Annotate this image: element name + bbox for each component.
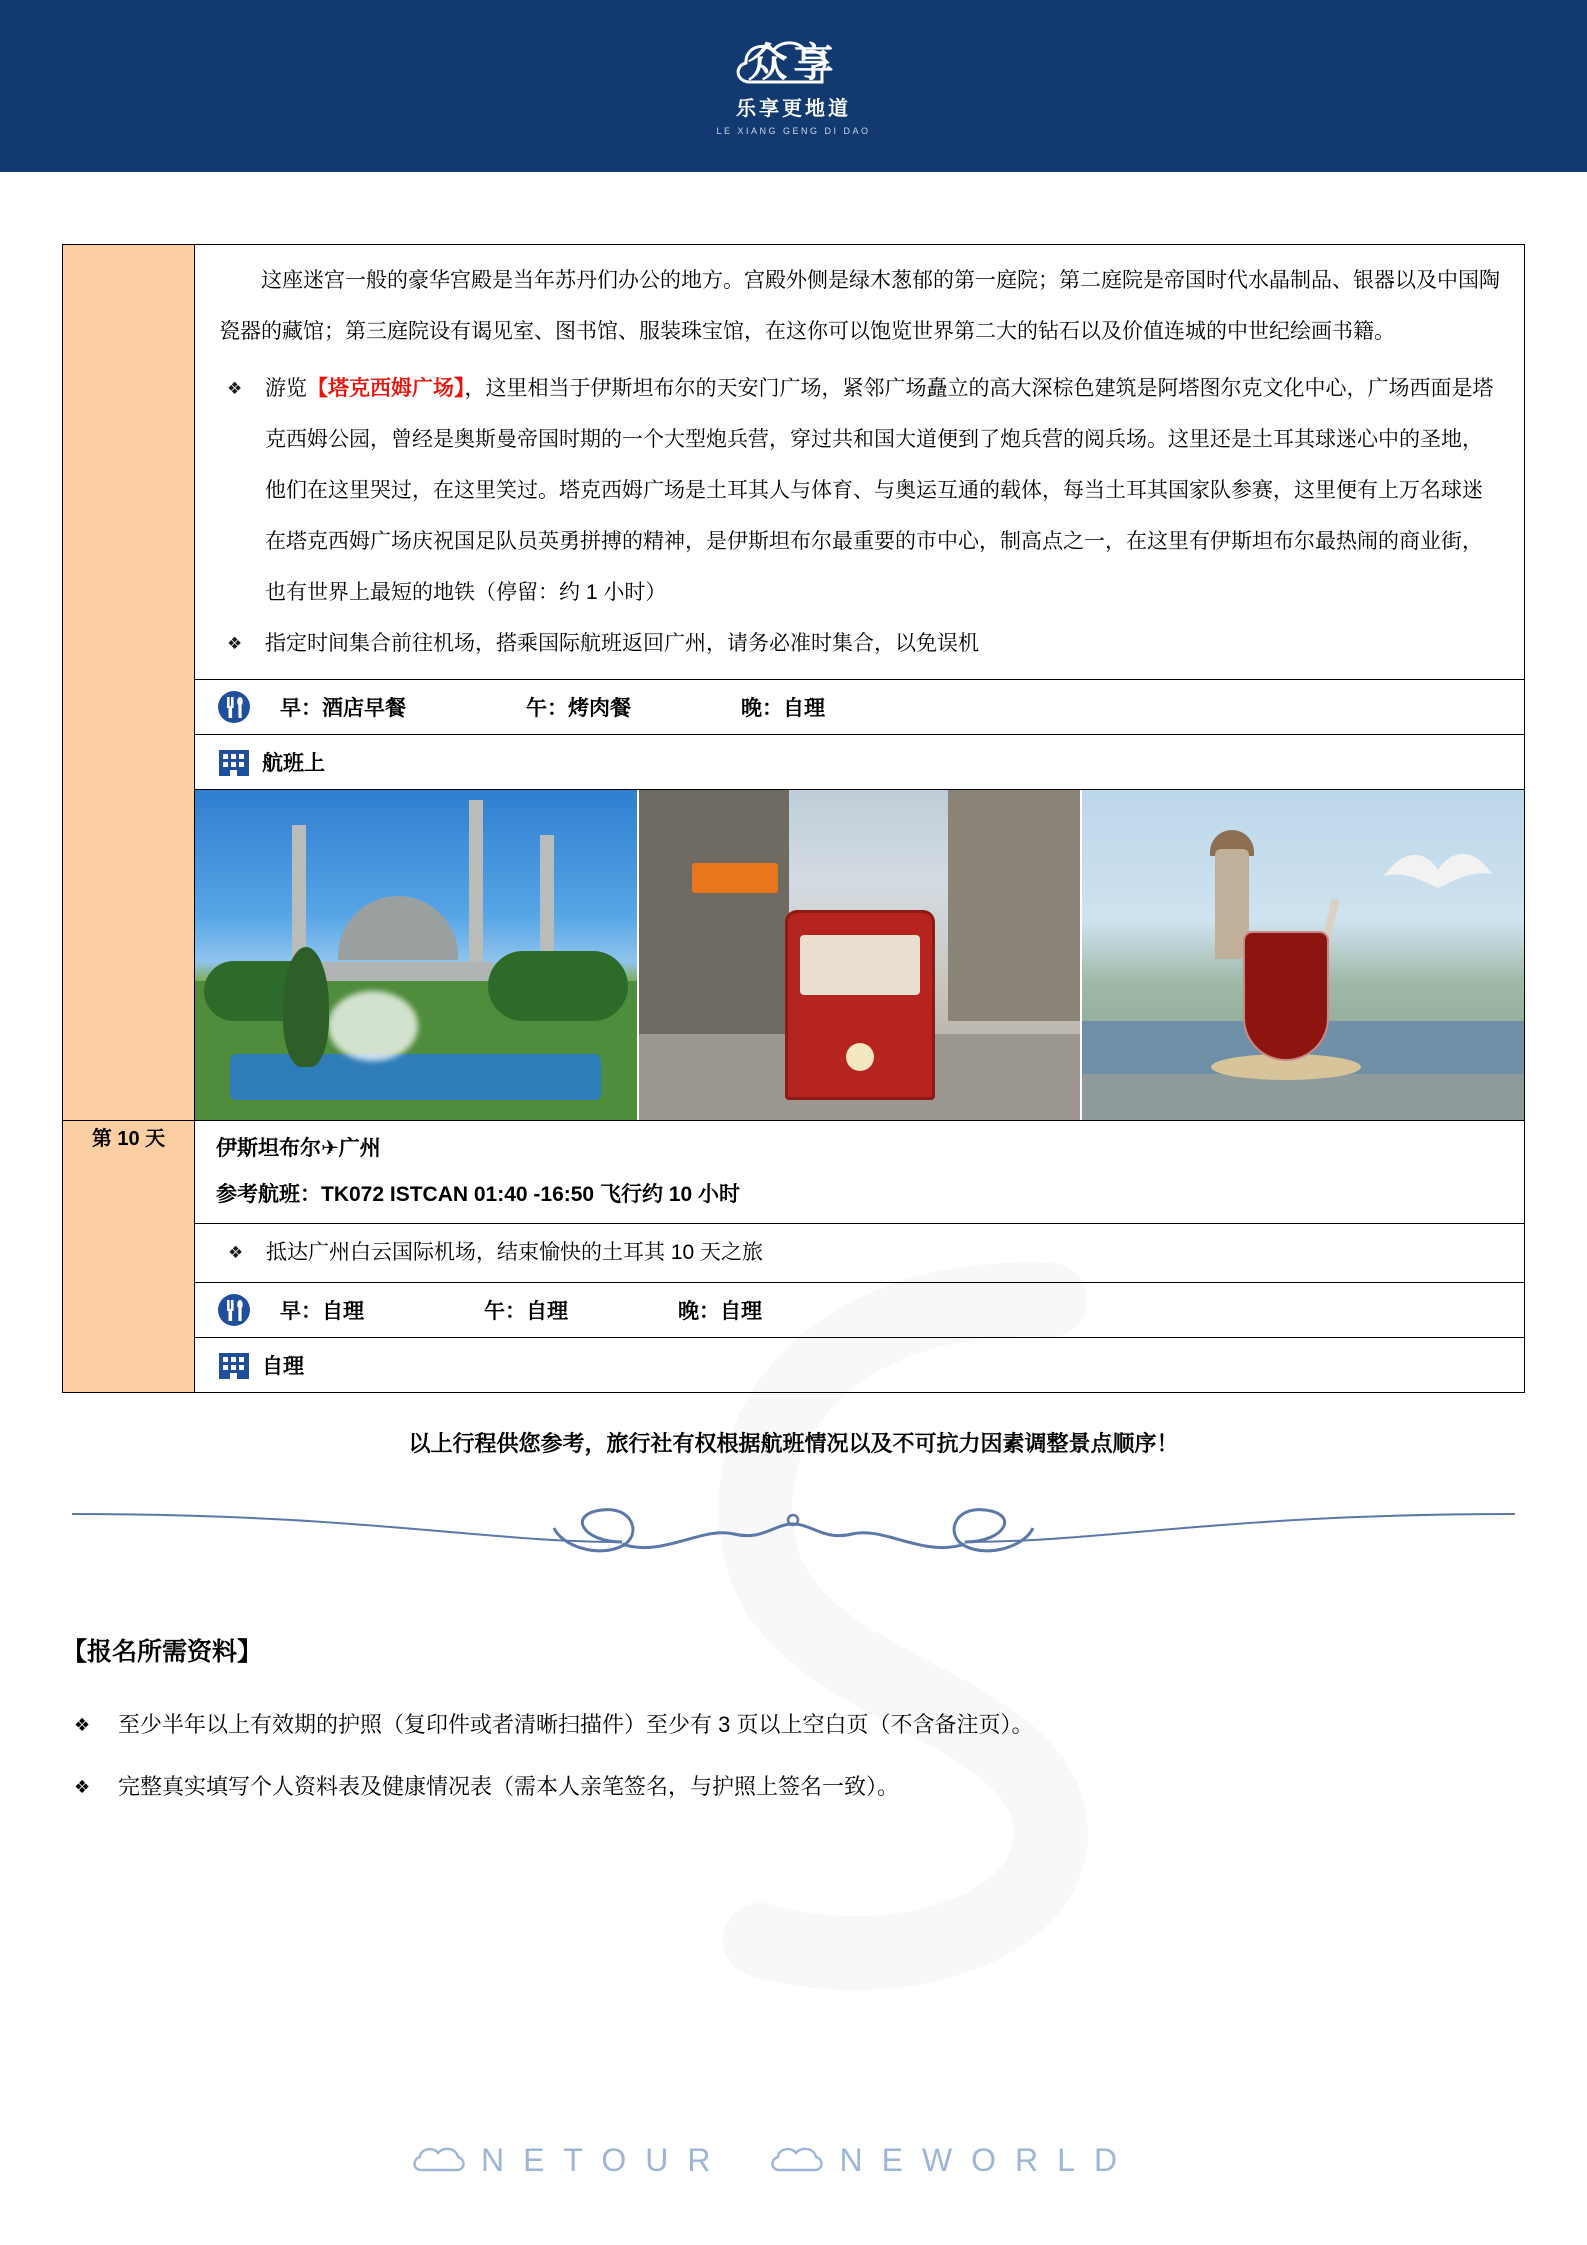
itinerary-table	[62, 244, 1525, 1393]
day10-hotel-cell	[195, 1338, 1525, 1393]
day10-hotel-row	[63, 1338, 1525, 1393]
day9-label-cell	[63, 245, 195, 1121]
bullet-post-text: ，这里相当于伊斯坦布尔的天安门广场，紧邻广场矗立的高大深棕色建筑是阿塔图尔克文化中心，广场西面是塔克西姆公园，曾经是奥斯曼帝国时期的一个大型炮兵营，穿过共和国大道便到了炮兵营的阅兵场。这里还是土耳其球迷心中的圣地，他们在这里哭过，在这里笑过。塔克西姆广场是土耳其人与体育、与奥运互通的载体，每当土耳其国家队参赛，这里便有上万名球迷在塔克西姆广场庆祝国足队员英勇拼搏的精神，是伊斯坦布尔最重要的市中心，制高点之一，在这里有伊斯坦布尔最热闹的商业街，也有世界上最短的地铁（停留：约 1 小时）	[265, 377, 1494, 604]
day10-bullet-row	[63, 1224, 1525, 1283]
hotel-text: 自理	[262, 1355, 304, 1378]
day9-paragraph: 这座迷宫一般的豪华宫殿是当年苏丹们办公的地方。宫殿外侧是绿木葱郁的第一庭院；第二庭院是帝国时代水晶制品、银器以及中国陶瓷器的藏馆；第三庭院设有谒见室、图书馆、服装珠宝馆，在这你可以饱览世界第二大的钻石以及价值连城的中世纪绘画书籍。	[219, 269, 1500, 343]
brand-logo	[644, 36, 944, 136]
bullet-pre-text: 游览	[265, 377, 307, 400]
cloud-icon	[411, 2146, 467, 2176]
footer-word-neworld: NEWORLD	[839, 2142, 1137, 2178]
day10-label-cell: 第 10 天	[63, 1121, 195, 1393]
day9-hotel-cell	[195, 735, 1525, 790]
day10-meal-row	[63, 1283, 1525, 1338]
hagia-sophia-photo	[195, 790, 639, 1120]
hotel-icon	[216, 744, 252, 780]
day10-route-cell	[195, 1121, 1525, 1224]
breakfast-text: 早：自理	[280, 1300, 364, 1323]
day9-meal-row	[63, 680, 1525, 735]
day10-bullet-cell	[195, 1224, 1525, 1283]
day9-hotel-row	[63, 735, 1525, 790]
page-footer	[0, 2142, 1587, 2179]
day10-meal-cell	[195, 1283, 1525, 1338]
hotel-icon	[216, 1347, 252, 1383]
bullet-pre-text: 指定时间集合前往机场，搭乘国际航班返回广州，请务必准时集合，以免误机	[265, 632, 979, 655]
dinner-text: 晚：自理	[741, 697, 825, 720]
list-item: ❖ 抵达广州白云国际机场，结束愉快的土耳其 10 天之旅	[220, 1233, 1499, 1273]
logo-sub-text: 乐享更地道	[736, 98, 851, 120]
list-item	[219, 363, 1500, 618]
utensils-icon	[216, 1292, 252, 1328]
day9-photo-cell	[195, 790, 1525, 1121]
day9-photo-row	[63, 790, 1525, 1121]
logo-main-text: 众享	[747, 41, 840, 85]
list-item: ❖ 完整真实填写个人资料表及健康情况表（需本人亲笔签名，与护照上签名一致）。	[62, 1756, 1525, 1818]
day9-content-row	[63, 245, 1525, 680]
istiklal-tram-photo	[639, 790, 1083, 1120]
day10-route-text: 伊斯坦布尔✈广州	[216, 1137, 381, 1160]
lunch-text: 午：烤肉餐	[526, 697, 631, 720]
requirements-title: 【报名所需资料】	[62, 1638, 263, 1666]
page-body	[0, 244, 1587, 1818]
logo-pinyin-text: LE XIANG GENG DI DAO	[716, 126, 871, 136]
day9-meal-cell	[195, 680, 1525, 735]
page-header	[0, 0, 1587, 172]
day10-route-row	[63, 1121, 1525, 1224]
hotel-text: 航班上	[262, 752, 325, 775]
highlight-attraction: 【塔克西姆广场】	[307, 377, 465, 400]
cloud-icon	[730, 36, 858, 88]
list-item: ❖ 至少半年以上有效期的护照（复印件或者清晰扫描件）至少有 3 页以上空白页（不含备注页）。	[62, 1694, 1525, 1756]
day9-bullet-list	[195, 363, 1524, 679]
utensils-icon	[216, 689, 252, 725]
list-item	[219, 618, 1500, 669]
requirements-list	[62, 1694, 1525, 1818]
day9-description-cell	[195, 245, 1525, 680]
day10-flight-text: 参考航班：TK072 ISTCAN 01:40 -16:50 飞行约 10 小时	[216, 1183, 740, 1206]
cloud-icon	[769, 2146, 825, 2176]
lunch-text: 午：自理	[484, 1300, 568, 1323]
dinner-text: 晚：自理	[678, 1300, 762, 1323]
day10-bullet-list	[196, 1225, 1523, 1281]
turkish-tea-photo	[1082, 790, 1524, 1120]
breakfast-text: 早：酒店早餐	[280, 697, 406, 720]
ornament-divider	[62, 1484, 1525, 1568]
itinerary-notice: 以上行程供您参考，旅行社有权根据航班情况以及不可抗力因素调整景点顺序！	[408, 1431, 1179, 1456]
footer-word-netour: NETOUR	[480, 2142, 730, 2178]
